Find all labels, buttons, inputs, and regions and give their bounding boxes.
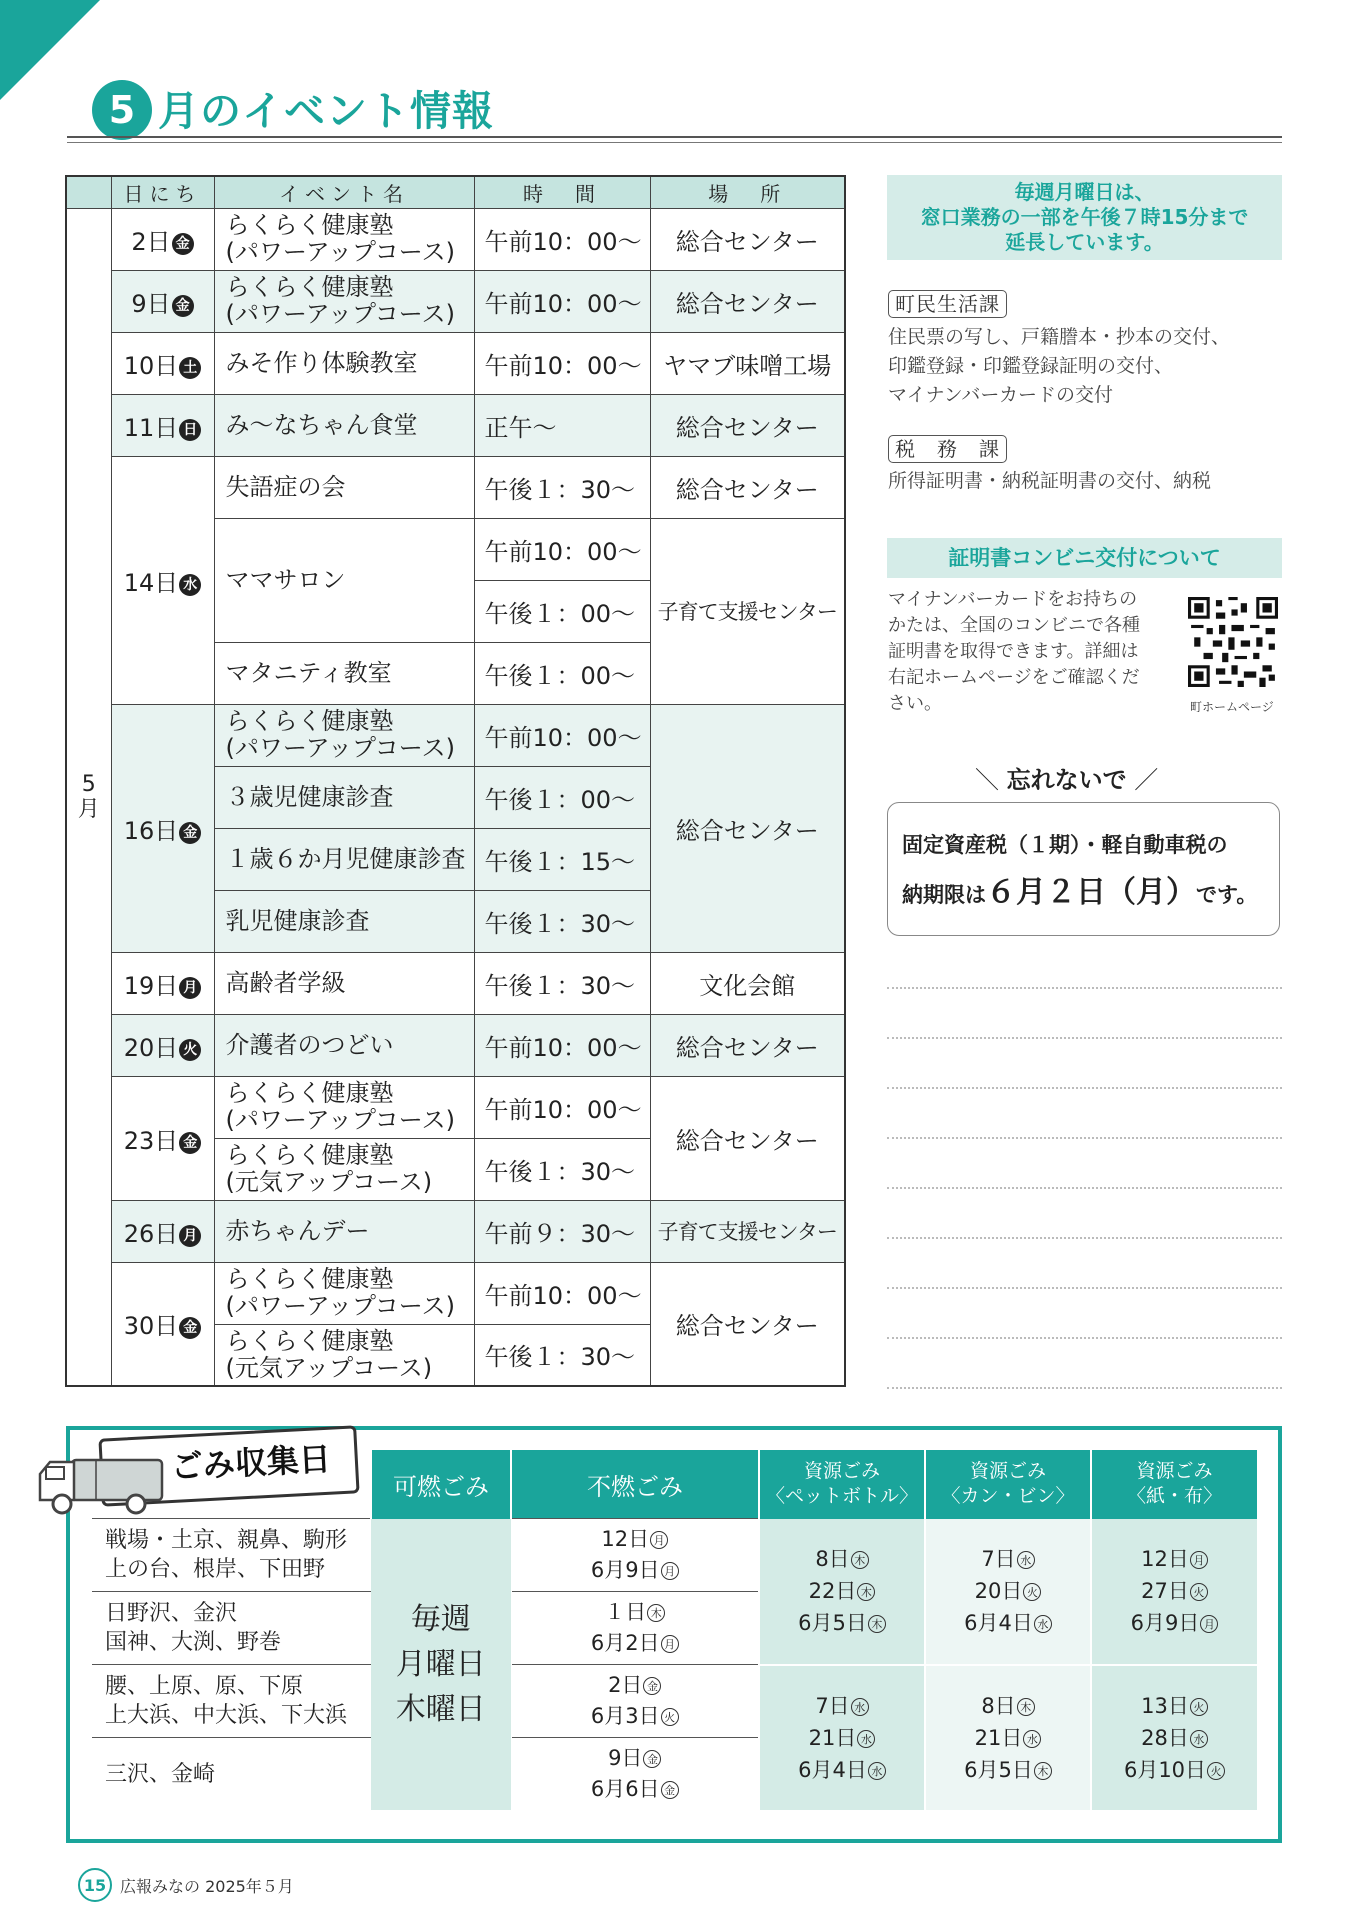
event-time: 午前10：00～ (474, 518, 650, 580)
event-time: 午前９：30～ (474, 1200, 650, 1262)
event-name: マタニティ教室 (214, 642, 474, 704)
nonburnable-dates: 12日 月 6月9日 月 (511, 1519, 759, 1592)
event-time: 午後１：30～ (474, 1138, 650, 1200)
reminder-heading: ＼ 忘れないで ／ (975, 766, 1159, 794)
dept-residents-tag: 町民生活課 (888, 288, 1007, 317)
event-date: 20日 火 (111, 1014, 214, 1076)
memo-line (887, 1137, 1282, 1139)
event-place: 総合センター (650, 1262, 845, 1386)
dow-badge: 土 (179, 357, 201, 379)
area-names: 腰、上原、原、下原 上大浜、中大浜、下大浜 (92, 1665, 371, 1738)
dow-badge: 金 (179, 822, 201, 844)
pet-dates: 7日 水 21日 水 6月4日 水 (759, 1665, 925, 1811)
event-date: 23日 金 (111, 1076, 214, 1200)
event-place: 子育て支援センター (650, 518, 845, 704)
qr-label: 町ホームページ (1190, 700, 1274, 714)
dow-badge: 月 (179, 977, 201, 999)
event-name: １歳６か月児健康診査 (214, 828, 474, 890)
event-name: らくらく健康塾 (パワーアップコース) (214, 1076, 474, 1138)
header-burnable: 可燃ごみ (371, 1450, 511, 1519)
event-row (66, 332, 845, 394)
event-time: 午前10：00～ (474, 1262, 650, 1324)
header-blank (66, 176, 111, 208)
event-row (66, 208, 845, 270)
event-name: 赤ちゃんデー (214, 1200, 474, 1262)
event-time: 午後１：00～ (474, 642, 650, 704)
garbage-table (92, 1450, 1257, 1810)
event-name: らくらく健康塾 (パワーアップコース) (214, 704, 474, 766)
event-time: 午前10：00～ (474, 1014, 650, 1076)
area-names: 戦場・土京、親鼻、駒形 上の台、根岸、下田野 (92, 1519, 371, 1592)
event-row (66, 704, 845, 766)
title-number: 5 (92, 80, 152, 140)
event-time: 午前10：00～ (474, 270, 650, 332)
memo-line (887, 1187, 1282, 1189)
event-time: 午後１：00～ (474, 580, 650, 642)
event-name: らくらく健康塾 (パワーアップコース) (214, 208, 474, 270)
event-name: らくらく健康塾 (元気アップコース) (214, 1138, 474, 1200)
event-row (66, 1200, 845, 1262)
page-number: 15 (78, 1868, 112, 1902)
can-dates: 8日 木 21日 水 6月5日 木 (925, 1665, 1091, 1811)
event-place: 総合センター (650, 208, 845, 270)
event-place: 総合センター (650, 270, 845, 332)
dept-tax-tag: 税 務 課 (888, 433, 1007, 462)
dow-badge: 金 (172, 295, 194, 317)
area-names: 日野沢、金沢 国神、大渕、野巻 (92, 1592, 371, 1665)
event-name: ３歳児健康診査 (214, 766, 474, 828)
event-date: 19日 月 (111, 952, 214, 1014)
memo-line (887, 1287, 1282, 1289)
header-place: 場 所 (650, 176, 845, 208)
memo-line (887, 1037, 1282, 1039)
can-dates: 7日 水 20日 火 6月4日 水 (925, 1519, 1091, 1665)
memo-line (887, 1387, 1282, 1389)
page-title: 月のイベント情報 (158, 87, 494, 135)
event-place: 総合センター (650, 456, 845, 518)
title-rule (67, 136, 1282, 138)
event-place: 総合センター (650, 394, 845, 456)
nonburnable-dates: 9日 金 6月6日 金 (511, 1738, 759, 1811)
dow-badge: 金 (179, 1132, 201, 1154)
dow-badge: 日 (179, 419, 201, 441)
event-place: 文化会館 (650, 952, 845, 1014)
header-nonburnable: 不燃ごみ (511, 1450, 759, 1519)
dow-badge: 水 (179, 574, 201, 596)
pet-dates: 8日 木 22日 木 6月5日 木 (759, 1519, 925, 1665)
event-time: 午後１：00～ (474, 766, 650, 828)
event-date: 26日 月 (111, 1200, 214, 1262)
event-time: 午前10：00～ (474, 332, 650, 394)
event-time: 午後１：30～ (474, 1324, 650, 1386)
publication-info: 広報みなの 2025年５月 (120, 1876, 294, 1896)
memo-line (887, 1087, 1282, 1089)
event-row (66, 270, 845, 332)
event-name: ママサロン (214, 518, 474, 642)
event-name: み～なちゃん食堂 (214, 394, 474, 456)
tax-deadline-notice: 固定資産税（１期）・軽自動車税の 納期限は６月２日（月）です。 (887, 802, 1280, 936)
event-time: 午後１：15～ (474, 828, 650, 890)
event-time: 午後１：30～ (474, 952, 650, 1014)
event-row (66, 1076, 845, 1138)
event-date: 11日 日 (111, 394, 214, 456)
event-date: 30日 金 (111, 1262, 214, 1386)
header-pet: 資源ごみ 〈ペットボトル〉 (759, 1450, 925, 1519)
event-name: 乳児健康診査 (214, 890, 474, 952)
garbage-title: ごみ収集日 (98, 1425, 359, 1506)
garbage-truck-icon (36, 1448, 176, 1518)
title-rule-thin (67, 142, 1282, 143)
area-names: 三沢、金崎 (92, 1738, 371, 1811)
event-header-row (66, 176, 845, 208)
event-date: 9日 金 (111, 270, 214, 332)
event-name: 高齢者学級 (214, 952, 474, 1014)
garbage-row (92, 1519, 1257, 1592)
paper-dates: 13日 火 28日 水 6月10日 火 (1091, 1665, 1257, 1811)
event-place: 総合センター (650, 704, 845, 952)
event-date: 10日 土 (111, 332, 214, 394)
memo-line (887, 1237, 1282, 1239)
event-place: 総合センター (650, 1014, 845, 1076)
event-name: 介護者のつどい (214, 1014, 474, 1076)
event-row (66, 952, 845, 1014)
event-time: 正午～ (474, 394, 650, 456)
event-name: らくらく健康塾 (元気アップコース) (214, 1324, 474, 1386)
month-label: 5月 (66, 208, 111, 1386)
convenience-text: マイナンバーカードをお持ちの かたは、全国のコンビニで各種 証明書を取得できます。詳細は 右記ホームページをご確認くだ さい。 (888, 589, 1140, 714)
event-place: ヤマブ味噌工場 (650, 332, 845, 394)
header-date: 日にち (111, 176, 214, 208)
qr-code[interactable] (1188, 597, 1278, 687)
event-time: 午後１：30～ (474, 456, 650, 518)
event-name: みそ作り体験教室 (214, 332, 474, 394)
dept-tax-services: 所得証明書・納税証明書の交付、納税 (888, 470, 1212, 492)
dept-residents-services: 住民票の写し、戸籍謄本・抄本の交付、 印鑑登録・印鑑登録証明の交付、 マイナンバーカードの交付 (888, 326, 1231, 406)
event-time: 午後１：30～ (474, 890, 650, 952)
header-can: 資源ごみ 〈カン・ビン〉 (925, 1450, 1091, 1519)
dow-badge: 火 (179, 1039, 201, 1061)
event-row (66, 456, 845, 518)
corner-accent (0, 0, 110, 110)
burnable-days: 毎週 月曜日 木曜日 (371, 1519, 511, 1811)
monday-extension-notice: 毎週月曜日は、 窓口業務の一部を午後７時15分まで 延長しています。 (887, 175, 1282, 260)
nonburnable-dates: １日 木 6月2日 月 (511, 1592, 759, 1665)
dow-badge: 月 (179, 1225, 201, 1247)
memo-line (887, 1337, 1282, 1339)
event-time: 午前10：00～ (474, 1076, 650, 1138)
event-row (66, 1014, 845, 1076)
garbage-row (92, 1665, 1257, 1738)
event-name: らくらく健康塾 (パワーアップコース) (214, 270, 474, 332)
paper-dates: 12日 月 27日 火 6月9日 月 (1091, 1519, 1257, 1665)
event-row (66, 1262, 845, 1324)
convenience-heading: 証明書コンビニ交付について (887, 538, 1282, 578)
event-time: 午前10：00～ (474, 704, 650, 766)
nonburnable-dates: 2日 金 6月3日 火 (511, 1665, 759, 1738)
dow-badge: 金 (179, 1317, 201, 1339)
event-time: 午前10：00～ (474, 208, 650, 270)
event-row (66, 394, 845, 456)
event-date: 16日 金 (111, 704, 214, 952)
event-name: 失語症の会 (214, 456, 474, 518)
header-time: 時 間 (474, 176, 650, 208)
dow-badge: 金 (172, 233, 194, 255)
footer (78, 1868, 294, 1902)
memo-line (887, 987, 1282, 989)
event-date: 2日 金 (111, 208, 214, 270)
event-place: 総合センター (650, 1076, 845, 1200)
event-place: 子育て支援センター (650, 1200, 845, 1262)
event-name: らくらく健康塾 (パワーアップコース) (214, 1262, 474, 1324)
header-event: イベント名 (214, 176, 474, 208)
event-date: 14日 水 (111, 456, 214, 704)
header-paper: 資源ごみ 〈紙・布〉 (1091, 1450, 1257, 1519)
event-table (65, 175, 846, 1387)
